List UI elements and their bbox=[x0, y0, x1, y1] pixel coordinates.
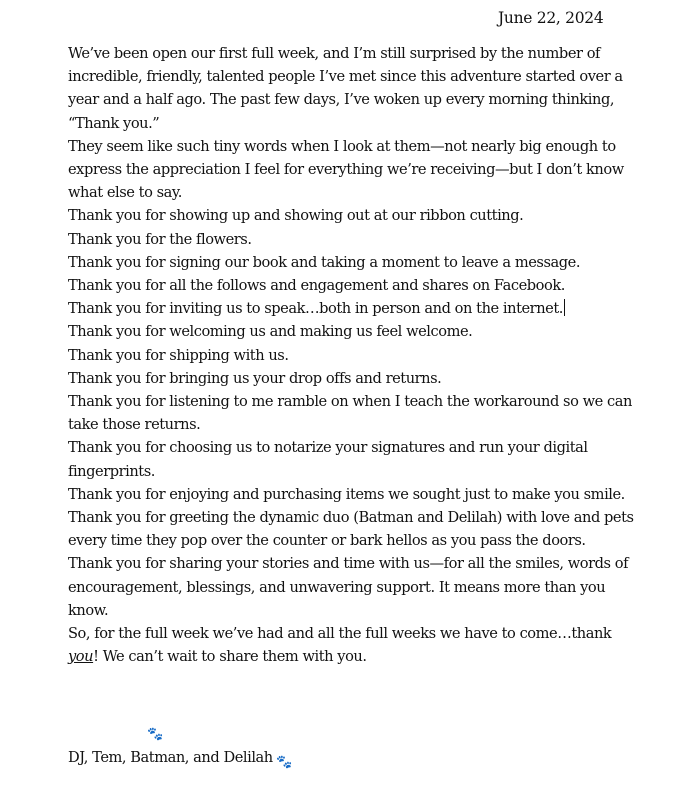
letter-paragraph: Thank you for enjoying and purchasing items we sought just to make you smile. bbox=[68, 485, 625, 503]
paw-print-icon: 🐾 bbox=[147, 727, 164, 742]
letter-date: June 22, 2024 bbox=[498, 9, 604, 27]
letter-paragraph: Thank you for welcoming us and making us feel welcome. bbox=[68, 323, 473, 341]
letter-body[interactable] bbox=[68, 42, 634, 668]
letter-paragraph: Thank you for greeting the dynamic duo (Batman and Delilah) with love and pets every time they pop over the counter or bark hellos as you pass the doors. bbox=[68, 509, 634, 550]
letter-paragraph: Thank you for choosing us to notarize your signatures and run your digital fingerprints. bbox=[68, 439, 588, 480]
letter-paragraph: We’ve been open our first full week, and I’m still surprised by the number of incredible, friendly, talented people I’ve met since this adventure started over a year and a half ago. The past few days, I’ve woken up every morning thinking, “Thank you.” bbox=[68, 45, 623, 132]
letter-paragraph: Thank you for shipping with us. bbox=[68, 346, 289, 364]
letter-paragraph: Thank you for the flowers. bbox=[68, 230, 252, 248]
letter-paragraph-text: Thank you for inviting us to speak…both in person and on the internet. bbox=[68, 300, 563, 318]
paw-prints-icon bbox=[147, 728, 163, 741]
closing-emphasis: you bbox=[68, 648, 94, 666]
closing-paragraph bbox=[68, 622, 634, 668]
closing-text-after: ! We can’t wait to share them with you. bbox=[93, 648, 367, 666]
closing-text-before: So, for the full week we’ve had and all the full weeks we have to come…thank bbox=[68, 625, 612, 643]
paw-prints-icon bbox=[276, 756, 292, 769]
paw-print-icon: 🐾 bbox=[276, 755, 293, 770]
letter-paragraph: Thank you for showing up and showing out at our ribbon cutting. bbox=[68, 207, 524, 225]
letter-paragraph: Thank you for sharing your stories and time with us—for all the smiles, words of encouragement, blessings, and unwavering support. It means more than you know. bbox=[68, 555, 629, 619]
letter-paragraph-with-cursor bbox=[68, 297, 634, 320]
letter-paragraph: Thank you for signing our book and taking a moment to leave a message. bbox=[68, 253, 581, 271]
letter-paragraph: Thank you for listening to me ramble on when I teach the workaround so we can take those returns. bbox=[68, 393, 632, 434]
letter-paragraph: Thank you for all the follows and engagement and shares on Facebook. bbox=[68, 277, 565, 295]
letter-paragraph: Thank you for bringing us your drop offs and returns. bbox=[68, 369, 442, 387]
letter-paragraph: They seem like such tiny words when I look at them—not nearly big enough to express the appreciation I feel for everything we’re receiving—but I don’t know what else to say. bbox=[68, 137, 624, 202]
signature: DJ, Tem, Batman, and Delilah bbox=[68, 749, 273, 766]
text-cursor bbox=[564, 299, 565, 316]
